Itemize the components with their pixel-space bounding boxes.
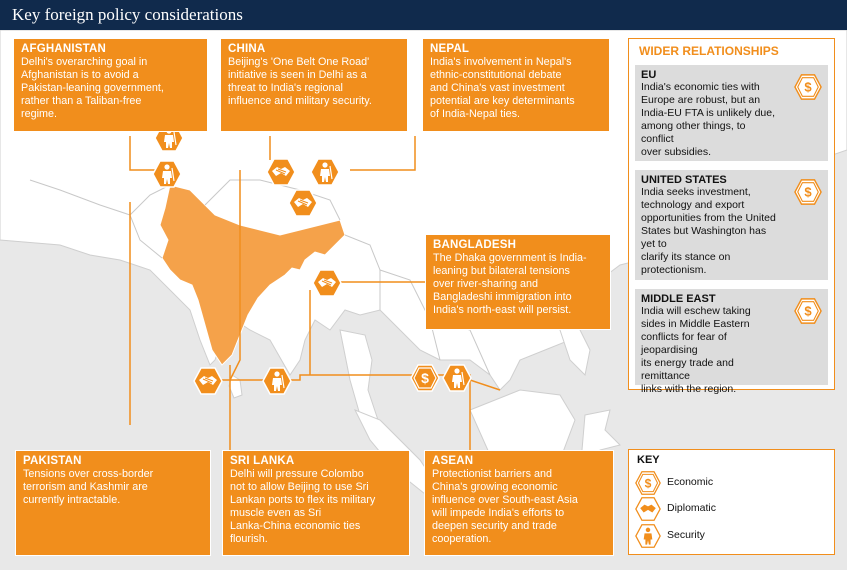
eu-text-2: Europe are robust, but an	[641, 94, 761, 106]
us-text-4: States but Washington has yet to	[641, 225, 767, 250]
afghanistan-box	[13, 38, 208, 132]
economic-icon-us	[794, 178, 822, 206]
afghanistan-text-5: regime.	[21, 108, 58, 120]
afghanistan-text-4: rather than a Taliban-free	[21, 95, 142, 107]
security-icon-srilanka	[262, 366, 292, 396]
china-text-1: Beijing's 'One Belt One Road'	[228, 56, 370, 68]
map-key	[628, 449, 835, 555]
diplomatic-icon-srilanka	[193, 366, 223, 396]
nepal-text-1: India's involvement in Nepal's	[430, 56, 572, 68]
key-row-security	[635, 523, 705, 549]
afghanistan-text-2: Afghanistan is to avoid a	[21, 69, 139, 81]
key-row-economic	[635, 470, 714, 496]
title-bar	[0, 0, 847, 30]
pakistan-text-3: currently intractable.	[23, 494, 121, 506]
china-text-4: influence and military security.	[228, 95, 372, 107]
srilanka-text-5: Lanka-China economic ties	[230, 520, 361, 532]
page-title: Key foreign policy considerations	[12, 5, 243, 24]
asean-text-5: deepen security and trade	[432, 520, 557, 532]
us-text-2: technology and export	[641, 199, 745, 211]
key-economic-label: Economic	[667, 476, 714, 488]
diplomatic-icon-bangladesh	[312, 268, 342, 298]
us-text-1: India seeks investment,	[641, 186, 751, 198]
key-diplomatic-label: Diplomatic	[667, 502, 717, 514]
middle-east-heading: MIDDLE EAST	[641, 293, 716, 305]
asean-text-2: China's growing economic	[432, 481, 558, 493]
us-heading: UNITED STATES	[641, 174, 727, 186]
afghanistan-text-1: Delhi's overarching goal in	[21, 56, 148, 68]
srilanka-text-1: Delhi will pressure Colombo	[230, 468, 364, 480]
srilanka-text-2: not to allow Beijing to use Sri	[230, 481, 369, 493]
china-box	[220, 38, 408, 132]
middle-east-text-5: links with the region.	[641, 383, 737, 395]
china-heading: CHINA	[228, 43, 266, 55]
wider-relationships-panel	[628, 38, 835, 395]
nepal-text-3: and China's vast investment	[430, 82, 565, 94]
asean-text-3: influence over South-east Asia	[432, 494, 578, 506]
wider-relationships-heading: WIDER RELATIONSHIPS	[639, 44, 779, 58]
security-icon-china	[310, 157, 340, 187]
bangladesh-text-5: India's north-east will persist.	[433, 304, 572, 316]
key-security-label: Security	[667, 529, 705, 541]
bangladesh-text-2: leaning but bilateral tensions	[433, 265, 570, 277]
pakistan-text-1: Tensions over cross-border	[23, 468, 154, 480]
bangladesh-text-4: Bangladeshi immigration into	[433, 291, 572, 303]
afghanistan-text-3: Pakistan-leaning government,	[21, 82, 164, 94]
us-card	[635, 170, 828, 280]
srilanka-box	[222, 450, 410, 556]
asean-box	[424, 450, 614, 556]
middle-east-text-2: sides in Middle Eastern	[641, 318, 750, 330]
asean-text-1: Protectionist barriers and	[432, 468, 553, 480]
economic-icon-asean	[410, 363, 440, 393]
eu-text-5: over subsidies.	[641, 146, 712, 158]
bangladesh-heading: BANGLADESH	[433, 239, 517, 251]
security-key-icon	[635, 523, 661, 549]
us-text-5: clarify its stance on	[641, 251, 731, 263]
eu-text-3: India-EU FTA is unlikely due,	[641, 107, 776, 119]
bangladesh-text-3: over river-sharing and	[433, 278, 539, 290]
asean-text-6: cooperation.	[432, 533, 492, 545]
srilanka-text-6: flourish.	[230, 533, 268, 545]
middle-east-card	[635, 289, 828, 395]
eu-text-4: among other things, to conflict	[641, 120, 746, 145]
srilanka-text-3: Lankan ports to flex its military	[230, 494, 376, 506]
nepal-text-4: potential are key determinants	[430, 95, 575, 107]
nepal-box	[422, 38, 610, 132]
middle-east-text-4: its energy trade and remittance	[641, 357, 734, 382]
pakistan-box	[15, 450, 211, 556]
eu-text-1: India's economic ties with	[641, 81, 760, 93]
diplomatic-icon-china	[266, 157, 296, 187]
china-text-2: initiative is seen in Delhi as a	[228, 69, 367, 81]
bangladesh-text-1: The Dhaka government is India-	[433, 252, 587, 264]
economic-key-icon	[635, 470, 661, 496]
economic-icon-eu	[794, 73, 822, 101]
key-heading: KEY	[637, 454, 660, 466]
us-text-6: protectionism.	[641, 264, 707, 276]
security-icon-asean	[442, 363, 472, 393]
nepal-heading: NEPAL	[430, 43, 470, 55]
srilanka-heading: SRI LANKA	[230, 455, 295, 467]
eu-card	[635, 65, 828, 161]
asean-heading: ASEAN	[432, 455, 474, 467]
china-text-3: threat to India's regional	[228, 82, 343, 94]
srilanka-text-4: muscle even as Sri	[230, 507, 322, 519]
nepal-text-2: ethnic-constitutional debate	[430, 69, 562, 81]
middle-east-text-3: conflicts for fear of jeopardising	[641, 331, 727, 356]
pakistan-heading: PAKISTAN	[23, 455, 82, 467]
key-row-diplomatic	[635, 496, 717, 522]
afghanistan-heading: AFGHANISTAN	[21, 43, 107, 55]
diplomatic-icon-nepal	[288, 188, 318, 218]
us-text-3: opportunities from the United	[641, 212, 776, 224]
eu-heading: EU	[641, 69, 657, 81]
nepal-text-5: of India-Nepal ties.	[430, 108, 521, 120]
bangladesh-box	[425, 234, 611, 330]
asean-text-4: will impede India's efforts to	[432, 507, 565, 519]
security-icon-pakistan	[152, 159, 182, 189]
diplomatic-key-icon	[635, 496, 661, 522]
pakistan-text-2: terrorism and Kashmir are	[23, 481, 148, 493]
middle-east-text-1: India will eschew taking	[641, 305, 751, 317]
economic-icon-middle-east	[794, 297, 822, 325]
